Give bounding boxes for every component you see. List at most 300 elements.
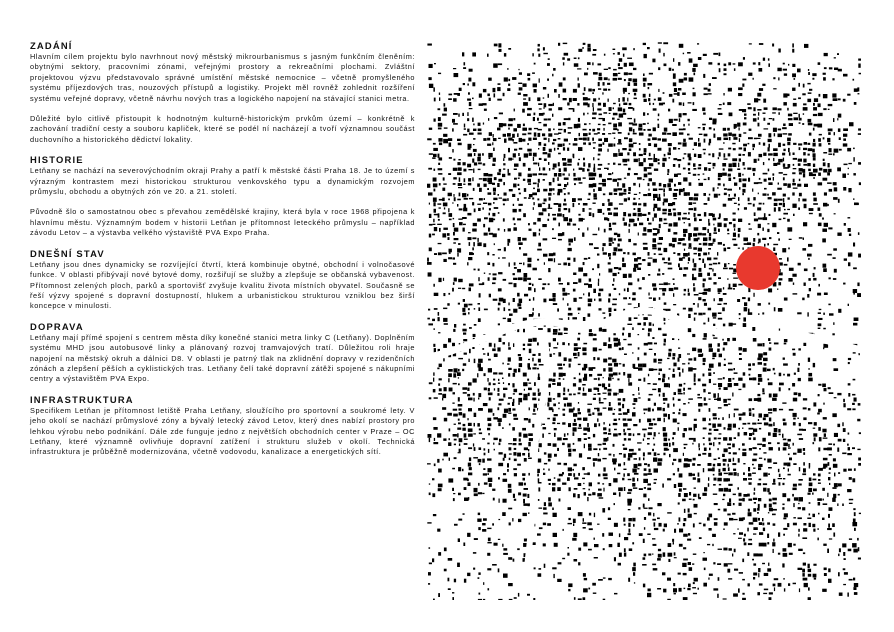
building-footprint [723, 184, 725, 187]
building-footprint [438, 73, 441, 74]
building-footprint [834, 149, 839, 153]
building-footprint [603, 432, 607, 434]
building-footprint [612, 133, 615, 134]
building-footprint [664, 302, 667, 304]
building-footprint [648, 408, 651, 412]
building-footprint [574, 419, 576, 422]
building-footprint [563, 43, 568, 44]
building-footprint [428, 572, 431, 575]
building-footprint [644, 527, 645, 530]
building-footprint [503, 218, 505, 221]
building-footprint [693, 494, 696, 497]
building-footprint [438, 393, 442, 395]
building-footprint [512, 518, 513, 521]
building-footprint [528, 419, 530, 423]
building-footprint [742, 559, 744, 563]
building-footprint [588, 313, 591, 316]
building-footprint [703, 323, 705, 325]
building-footprint [467, 164, 471, 168]
building-footprint [568, 547, 570, 549]
building-footprint [717, 563, 721, 565]
building-footprint [793, 398, 797, 402]
building-footprint [654, 482, 657, 484]
building-footprint [758, 554, 763, 557]
building-footprint [478, 408, 483, 411]
building-footprint [858, 232, 860, 235]
building-footprint [442, 233, 446, 237]
building-footprint [483, 582, 484, 585]
building-footprint [453, 263, 456, 265]
building-footprint [658, 67, 660, 70]
building-footprint [583, 293, 584, 295]
building-footprint [638, 128, 642, 131]
building-footprint [838, 69, 842, 72]
building-footprint [777, 442, 780, 444]
building-footprint [459, 177, 461, 181]
building-footprint [614, 557, 616, 561]
building-footprint [792, 172, 795, 174]
building-footprint [827, 528, 832, 530]
building-footprint [562, 443, 565, 445]
building-footprint [563, 373, 566, 376]
building-footprint [564, 333, 568, 334]
building-footprint [728, 459, 731, 462]
building-footprint [518, 188, 520, 190]
building-footprint [703, 54, 707, 56]
building-footprint [648, 554, 651, 556]
building-footprint [628, 282, 632, 285]
building-footprint [732, 134, 736, 137]
building-footprint [688, 308, 692, 312]
building-footprint [583, 483, 584, 484]
building-footprint [738, 458, 740, 462]
building-footprint [584, 578, 587, 580]
building-footprint [742, 84, 744, 87]
building-footprint [843, 584, 846, 585]
building-footprint [818, 483, 821, 484]
building-footprint [678, 459, 681, 463]
building-footprint [783, 167, 788, 169]
building-footprint [688, 153, 691, 157]
building-footprint [447, 233, 450, 236]
building-footprint [573, 98, 577, 101]
building-footprint [623, 164, 627, 166]
building-footprint [493, 138, 497, 141]
building-footprint [847, 148, 851, 152]
building-footprint [738, 538, 742, 539]
building-footprint [729, 518, 733, 521]
building-footprint [624, 189, 627, 192]
building-footprint [548, 94, 550, 98]
building-footprint [647, 443, 649, 445]
building-footprint [618, 149, 619, 152]
building-footprint [833, 98, 838, 101]
building-footprint [489, 233, 493, 235]
building-footprint [683, 388, 685, 391]
building-footprint [567, 258, 570, 261]
building-footprint [678, 367, 681, 370]
building-footprint [593, 334, 596, 336]
building-footprint [438, 213, 440, 217]
building-footprint [698, 313, 702, 316]
building-footprint [633, 48, 635, 50]
building-footprint [588, 292, 590, 296]
building-footprint [482, 438, 485, 440]
building-footprint [548, 398, 552, 402]
building-footprint [763, 352, 767, 355]
building-footprint [683, 573, 687, 575]
building-footprint [542, 434, 544, 438]
building-footprint [748, 467, 750, 471]
building-footprint [614, 468, 615, 471]
building-footprint [579, 182, 583, 184]
building-footprint [808, 69, 809, 71]
building-footprint [458, 519, 462, 521]
building-footprint [519, 307, 522, 309]
building-footprint [484, 184, 487, 187]
building-footprint [792, 274, 796, 277]
building-footprint [803, 398, 807, 400]
building-footprint [443, 228, 448, 230]
building-footprint [563, 364, 565, 366]
building-footprint [713, 393, 716, 397]
building-footprint [759, 154, 763, 157]
building-footprint [508, 403, 510, 405]
building-footprint [508, 48, 511, 50]
building-footprint [499, 439, 501, 442]
building-footprint [757, 99, 760, 101]
building-footprint [719, 484, 721, 486]
building-footprint [674, 529, 676, 533]
building-footprint [798, 207, 800, 210]
building-footprint [772, 173, 774, 175]
building-footprint [554, 428, 557, 430]
building-footprint [843, 283, 845, 285]
building-footprint [678, 389, 682, 393]
building-footprint [429, 224, 433, 226]
building-footprint [604, 69, 608, 70]
building-footprint [464, 62, 466, 65]
building-footprint [803, 113, 804, 115]
building-footprint [627, 374, 631, 378]
building-footprint [618, 164, 621, 166]
building-footprint [618, 153, 623, 156]
building-footprint [617, 129, 618, 131]
building-footprint [613, 423, 618, 425]
building-footprint [632, 298, 636, 301]
building-footprint [482, 153, 484, 156]
building-footprint [823, 268, 827, 272]
building-footprint [602, 133, 605, 135]
building-footprint [724, 138, 729, 140]
building-footprint [762, 438, 765, 442]
building-footprint [468, 497, 469, 500]
building-footprint [803, 552, 805, 554]
building-footprint [472, 237, 476, 239]
building-footprint [609, 424, 610, 426]
building-footprint [584, 364, 588, 368]
building-footprint [757, 343, 762, 346]
building-footprint [558, 278, 561, 282]
building-footprint [829, 392, 834, 394]
building-footprint [658, 42, 662, 43]
building-footprint [798, 83, 800, 87]
building-footprint [549, 253, 554, 256]
building-footprint [623, 473, 625, 476]
building-footprint [513, 128, 517, 131]
building-footprint [687, 52, 691, 54]
building-footprint [819, 309, 822, 310]
building-footprint [753, 118, 757, 121]
building-footprint [653, 419, 656, 421]
building-footprint [624, 537, 628, 540]
building-footprint [678, 412, 680, 414]
building-footprint [503, 479, 508, 482]
building-footprint [774, 578, 779, 580]
building-footprint [752, 473, 756, 474]
building-footprint [557, 382, 561, 386]
building-footprint [779, 278, 783, 280]
building-footprint [614, 429, 617, 431]
building-footprint [689, 567, 693, 571]
building-footprint [663, 42, 668, 44]
building-footprint [738, 219, 742, 222]
building-footprint [458, 303, 460, 305]
building-footprint [808, 373, 812, 377]
section-heading: ZADÁNÍ [30, 40, 73, 51]
building-footprint [519, 209, 522, 212]
building-footprint [608, 123, 611, 125]
building-footprint [682, 238, 685, 241]
building-footprint [753, 197, 755, 200]
building-footprint [648, 473, 652, 475]
building-footprint [484, 173, 489, 176]
building-footprint [549, 168, 550, 171]
building-footprint [658, 433, 659, 435]
building-footprint [728, 62, 731, 65]
building-footprint [717, 398, 721, 401]
section-heading: DOPRAVA [30, 320, 84, 332]
building-footprint [478, 393, 481, 397]
building-footprint [582, 522, 586, 524]
building-footprint [568, 453, 571, 457]
building-footprint [502, 512, 506, 516]
building-footprint [793, 353, 796, 356]
building-footprint [524, 294, 528, 297]
building-footprint [738, 432, 740, 436]
building-footprint [614, 267, 618, 269]
building-footprint [733, 593, 738, 596]
building-footprint [689, 473, 693, 477]
building-footprint [708, 372, 711, 376]
building-footprint [518, 83, 522, 84]
building-footprint [588, 257, 590, 259]
building-footprint [474, 209, 476, 213]
building-footprint [457, 248, 461, 252]
building-footprint [679, 409, 681, 411]
building-footprint [722, 173, 727, 176]
building-footprint [514, 459, 517, 462]
building-footprint [747, 423, 750, 425]
building-footprint [528, 258, 532, 262]
building-footprint [659, 297, 661, 300]
building-footprint [727, 278, 729, 279]
building-footprint [538, 54, 540, 57]
building-footprint [633, 572, 635, 576]
building-footprint [748, 512, 752, 516]
building-footprint [733, 323, 737, 324]
building-footprint [533, 163, 537, 165]
building-footprint [622, 478, 624, 481]
building-footprint [513, 118, 515, 120]
building-footprint [508, 138, 512, 141]
building-footprint [588, 299, 593, 303]
building-footprint [518, 173, 521, 177]
building-footprint [792, 349, 795, 351]
building-footprint [463, 162, 466, 165]
building-footprint [733, 137, 737, 140]
building-footprint [703, 468, 704, 472]
building-footprint [514, 448, 517, 450]
building-footprint [823, 403, 824, 405]
building-footprint [492, 254, 494, 256]
building-footprint [589, 278, 591, 281]
building-footprint [503, 548, 507, 550]
building-footprint [463, 363, 466, 366]
building-footprint [707, 517, 710, 520]
building-footprint [709, 448, 711, 451]
building-footprint [597, 524, 599, 525]
building-footprint [593, 434, 595, 437]
building-footprint [529, 194, 533, 197]
building-footprint [637, 257, 641, 259]
building-footprint [672, 374, 675, 378]
building-footprint [694, 263, 697, 267]
building-footprint [459, 438, 463, 442]
building-footprint [608, 163, 610, 165]
building-footprint [623, 103, 627, 105]
building-footprint [827, 182, 832, 184]
building-footprint [717, 137, 721, 140]
building-footprint [783, 69, 787, 71]
building-footprint [698, 154, 702, 158]
building-footprint [739, 318, 741, 319]
building-footprint [752, 559, 754, 561]
building-footprint [678, 339, 679, 340]
building-footprint [764, 128, 769, 129]
building-footprint [732, 463, 736, 465]
building-footprint [838, 494, 840, 496]
building-footprint [478, 513, 480, 516]
building-footprint [824, 293, 828, 296]
building-footprint [442, 459, 443, 461]
building-footprint [428, 434, 432, 438]
building-footprint [684, 222, 685, 223]
building-footprint [664, 383, 669, 387]
building-footprint [607, 389, 611, 392]
building-footprint [657, 418, 661, 421]
building-footprint [682, 369, 683, 373]
building-footprint [639, 133, 644, 136]
building-footprint [618, 107, 622, 111]
building-footprint [817, 498, 822, 501]
building-footprint [473, 149, 477, 152]
building-footprint [553, 178, 555, 182]
building-footprint [618, 239, 622, 242]
building-footprint [663, 398, 668, 401]
building-footprint [652, 244, 656, 247]
building-footprint [454, 228, 459, 232]
building-footprint [443, 278, 444, 281]
building-footprint [469, 69, 473, 72]
building-footprint [467, 194, 468, 197]
building-footprint [473, 129, 476, 131]
building-footprint [633, 563, 636, 567]
building-footprint [767, 194, 769, 196]
building-footprint [579, 218, 583, 222]
building-footprint [708, 252, 709, 255]
building-footprint [768, 512, 769, 513]
building-footprint [638, 303, 640, 307]
building-footprint [599, 308, 602, 310]
building-footprint [438, 219, 440, 221]
building-footprint [614, 309, 617, 311]
building-footprint [548, 133, 552, 136]
building-footprint [624, 462, 626, 465]
building-footprint [588, 444, 592, 448]
building-footprint [692, 268, 696, 270]
building-footprint [547, 79, 549, 81]
building-footprint [803, 164, 807, 166]
building-footprint [633, 133, 637, 135]
building-footprint [597, 264, 599, 268]
building-footprint [619, 293, 620, 295]
building-footprint [638, 213, 642, 217]
building-footprint [742, 79, 746, 81]
building-footprint [573, 427, 577, 431]
building-footprint [573, 413, 577, 417]
building-footprint [573, 432, 575, 436]
building-footprint [583, 588, 588, 592]
building-footprint [462, 113, 464, 116]
building-footprint [807, 312, 808, 316]
building-footprint [803, 462, 805, 465]
building-footprint [458, 288, 461, 289]
building-footprint [464, 198, 468, 200]
building-footprint [848, 188, 851, 192]
building-footprint [652, 59, 655, 63]
building-footprint [487, 443, 489, 445]
building-footprint [449, 252, 451, 254]
building-footprint [837, 448, 839, 452]
building-footprint [778, 238, 780, 240]
building-footprint [438, 552, 441, 556]
building-footprint [719, 354, 722, 358]
building-footprint [749, 129, 752, 131]
building-footprint [569, 173, 570, 176]
building-footprint [592, 89, 595, 92]
building-footprint [703, 283, 705, 287]
building-footprint [673, 77, 676, 79]
building-footprint [594, 197, 598, 199]
building-footprint [824, 223, 828, 227]
building-footprint [777, 232, 779, 234]
building-footprint [627, 159, 629, 162]
building-footprint [603, 438, 607, 442]
building-footprint [742, 193, 744, 195]
building-footprint [852, 522, 857, 526]
building-footprint [748, 178, 750, 182]
